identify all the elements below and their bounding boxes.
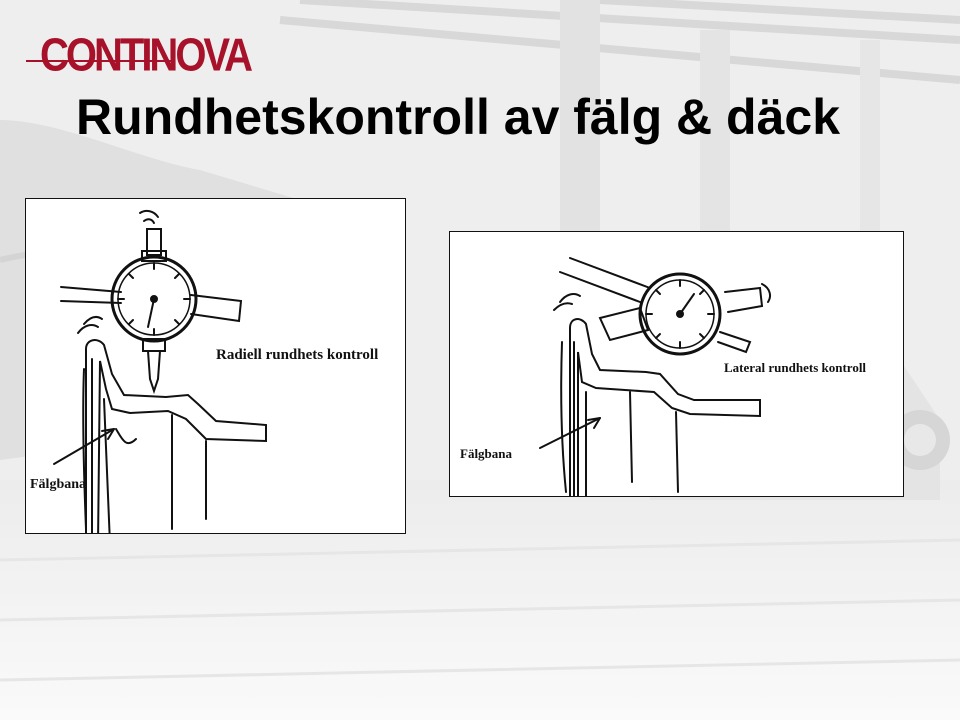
continova-logo [26,30,251,90]
logo-text: CONTINOVA [40,30,251,81]
lateral-check-figure [449,231,904,497]
radial-rim-label: Fälgbana [30,477,87,492]
lateral-rim-label: Fälgbana [460,446,513,461]
slide-title: Rundhetskontroll av fälg & däck [76,89,841,145]
radial-check-caption: Radiell rundhets kontroll [216,347,379,363]
radial-check-figure [25,198,406,534]
lateral-check-caption: Lateral rundhets kontroll [724,360,867,375]
